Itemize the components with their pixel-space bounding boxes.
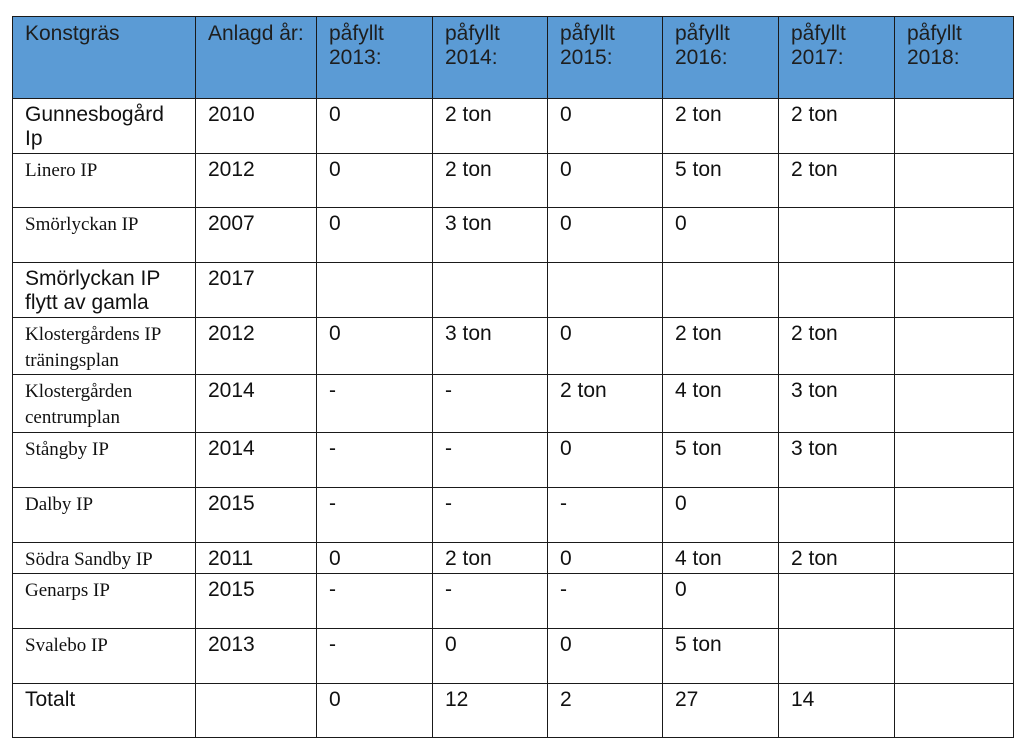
table-row bbox=[13, 488, 1014, 543]
value-cell: - bbox=[317, 574, 433, 629]
value-cell: 2 ton bbox=[433, 99, 548, 154]
total-row bbox=[13, 684, 1014, 738]
value-cell: - bbox=[548, 488, 663, 543]
value-cell: 2 ton bbox=[779, 543, 895, 574]
value-cell: 0 bbox=[317, 543, 433, 574]
value-cell: 2 ton bbox=[663, 318, 779, 375]
value-cell: 0 bbox=[663, 574, 779, 629]
value-cell: 2 ton bbox=[779, 99, 895, 154]
facility-name: Gunnesbogård Ip bbox=[13, 99, 196, 154]
value-cell: 0 bbox=[317, 208, 433, 263]
table-row bbox=[13, 375, 1014, 433]
value-cell: - bbox=[433, 433, 548, 488]
header-cell: Anlagd år: bbox=[196, 17, 317, 99]
year-cell: 2012 bbox=[196, 154, 317, 208]
value-cell: 4 ton bbox=[663, 543, 779, 574]
total-label: Totalt bbox=[13, 684, 196, 738]
value-cell bbox=[317, 263, 433, 318]
year-cell: 2012 bbox=[196, 318, 317, 375]
value-cell bbox=[895, 543, 1014, 574]
value-cell: 0 bbox=[548, 318, 663, 375]
total-value: 14 bbox=[779, 684, 895, 738]
value-cell: - bbox=[317, 433, 433, 488]
year-cell: 2015 bbox=[196, 488, 317, 543]
facility-name: Smörlyckan IP flytt av gamla bbox=[13, 263, 196, 318]
year-cell: 2007 bbox=[196, 208, 317, 263]
header-cell: påfyllt 2018: bbox=[895, 17, 1014, 99]
header-cell: påfyllt 2013: bbox=[317, 17, 433, 99]
value-cell: - bbox=[548, 574, 663, 629]
value-cell bbox=[895, 629, 1014, 684]
header-row bbox=[13, 17, 1014, 99]
year-cell: 2013 bbox=[196, 629, 317, 684]
value-cell bbox=[895, 208, 1014, 263]
table-row bbox=[13, 318, 1014, 375]
value-cell: 4 ton bbox=[663, 375, 779, 433]
value-cell bbox=[895, 488, 1014, 543]
value-cell: 0 bbox=[548, 629, 663, 684]
facility-name: Dalby IP bbox=[13, 488, 196, 543]
table-row bbox=[13, 208, 1014, 263]
table-row bbox=[13, 154, 1014, 208]
total-value: 12 bbox=[433, 684, 548, 738]
value-cell: 0 bbox=[663, 488, 779, 543]
value-cell: 2 ton bbox=[779, 318, 895, 375]
table-row bbox=[13, 263, 1014, 318]
value-cell bbox=[895, 574, 1014, 629]
header-cell: påfyllt 2017: bbox=[779, 17, 895, 99]
table-row bbox=[13, 574, 1014, 629]
total-value: 0 bbox=[317, 684, 433, 738]
value-cell bbox=[779, 488, 895, 543]
value-cell: 0 bbox=[433, 629, 548, 684]
value-cell: - bbox=[317, 629, 433, 684]
year-cell: 2011 bbox=[196, 543, 317, 574]
value-cell: - bbox=[317, 375, 433, 433]
value-cell: 2 ton bbox=[779, 154, 895, 208]
value-cell: 5 ton bbox=[663, 433, 779, 488]
facility-name: Stångby IP bbox=[13, 433, 196, 488]
value-cell: 2 ton bbox=[548, 375, 663, 433]
value-cell bbox=[895, 99, 1014, 154]
table-row bbox=[13, 99, 1014, 154]
value-cell: - bbox=[433, 488, 548, 543]
year-cell: 2014 bbox=[196, 433, 317, 488]
value-cell: 3 ton bbox=[779, 433, 895, 488]
total-value: 27 bbox=[663, 684, 779, 738]
facility-name: Södra Sandby IP bbox=[13, 543, 196, 574]
facility-name: Klostergården centrumplan bbox=[13, 375, 196, 433]
value-cell: 0 bbox=[317, 99, 433, 154]
header-cell: påfyllt 2015: bbox=[548, 17, 663, 99]
value-cell: 0 bbox=[548, 99, 663, 154]
value-cell bbox=[548, 263, 663, 318]
value-cell bbox=[779, 208, 895, 263]
value-cell bbox=[779, 629, 895, 684]
value-cell: 0 bbox=[548, 208, 663, 263]
value-cell: 3 ton bbox=[779, 375, 895, 433]
facility-name: Klostergårdens IP träningsplan bbox=[13, 318, 196, 375]
value-cell bbox=[895, 375, 1014, 433]
value-cell bbox=[895, 318, 1014, 375]
value-cell bbox=[895, 263, 1014, 318]
refill-table bbox=[12, 16, 1014, 738]
year-cell: 2017 bbox=[196, 263, 317, 318]
value-cell: 5 ton bbox=[663, 154, 779, 208]
value-cell: 2 ton bbox=[433, 543, 548, 574]
value-cell: 3 ton bbox=[433, 318, 548, 375]
value-cell bbox=[663, 263, 779, 318]
value-cell bbox=[895, 154, 1014, 208]
table-row bbox=[13, 433, 1014, 488]
value-cell: 0 bbox=[663, 208, 779, 263]
value-cell bbox=[895, 433, 1014, 488]
year-cell: 2014 bbox=[196, 375, 317, 433]
value-cell: - bbox=[433, 574, 548, 629]
facility-name: Svalebo IP bbox=[13, 629, 196, 684]
value-cell bbox=[779, 263, 895, 318]
facility-name: Genarps IP bbox=[13, 574, 196, 629]
year-cell: 2010 bbox=[196, 99, 317, 154]
total-value bbox=[895, 684, 1014, 738]
total-value: 2 bbox=[548, 684, 663, 738]
facility-name: Linero IP bbox=[13, 154, 196, 208]
value-cell: 2 ton bbox=[663, 99, 779, 154]
year-cell: 2015 bbox=[196, 574, 317, 629]
value-cell bbox=[779, 574, 895, 629]
value-cell: - bbox=[317, 488, 433, 543]
value-cell: 2 ton bbox=[433, 154, 548, 208]
value-cell: - bbox=[433, 375, 548, 433]
header-cell: Konstgräs bbox=[13, 17, 196, 99]
table-row bbox=[13, 543, 1014, 574]
value-cell: 0 bbox=[548, 543, 663, 574]
value-cell: 0 bbox=[548, 154, 663, 208]
value-cell: 0 bbox=[317, 318, 433, 375]
year-cell bbox=[196, 684, 317, 738]
facility-name: Smörlyckan IP bbox=[13, 208, 196, 263]
value-cell: 0 bbox=[548, 433, 663, 488]
value-cell: 3 ton bbox=[433, 208, 548, 263]
header-cell: påfyllt 2014: bbox=[433, 17, 548, 99]
header-cell: påfyllt 2016: bbox=[663, 17, 779, 99]
value-cell: 0 bbox=[317, 154, 433, 208]
value-cell bbox=[433, 263, 548, 318]
value-cell: 5 ton bbox=[663, 629, 779, 684]
table-row bbox=[13, 629, 1014, 684]
